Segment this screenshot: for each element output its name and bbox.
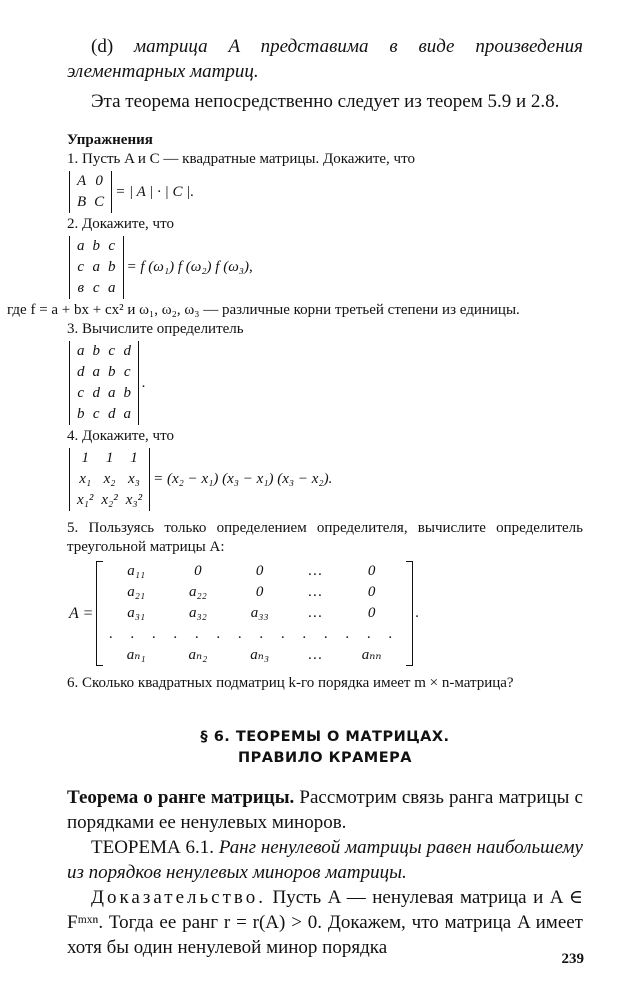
exercise-5-matrix-row — [105, 582, 403, 603]
exercise-2-matrix-cell: c — [108, 238, 116, 254]
exercise-4-matrix-cell: 1 — [130, 450, 138, 466]
exercise-2-matrix-cell: a — [77, 238, 85, 254]
exercise-5-formula — [69, 561, 583, 666]
section-title-line-1: § 6. ТЕОРЕМЫ О МАТРИЦАХ. — [200, 729, 450, 745]
exercise-3-text: 3. Вычислите определитель — [67, 321, 244, 337]
exercises-heading: Упражнения — [67, 132, 153, 148]
exercise-4-matrix-cell: x₁² — [77, 492, 94, 508]
exercise-5-matrix-cell: a₁₁ — [127, 563, 146, 579]
exercise-2-matrix-cell: в — [77, 280, 84, 296]
exercise-2-matrix — [73, 236, 120, 299]
exercise-2-matrix-cell: b — [108, 259, 116, 275]
theorem-item-d — [67, 34, 583, 84]
exercise-5-matrix-cell: a₃₂ — [188, 605, 207, 621]
exercise-4-matrix-cell: x₁ — [79, 471, 92, 487]
exercise-3-matrix-cell: b — [123, 385, 131, 401]
exercise-5-matrix-cell: aₙ₁ — [126, 647, 146, 663]
exercise-5-matrix-cell: a₃₃ — [250, 605, 269, 621]
exercise-3-matrix-cell: d — [123, 343, 131, 359]
exercise-5-matrix-cell: a₂₁ — [127, 584, 146, 600]
exercise-5-matrix-cell: … — [308, 563, 322, 579]
exercise-5-matrix-cell: … — [308, 605, 322, 621]
exercise-3-matrix-cell: d — [77, 364, 85, 380]
exercise-2-text: 2. Докажите, что — [67, 216, 174, 232]
exercise-5-matrix-row — [105, 561, 403, 582]
exercise-4-matrix-row — [73, 490, 146, 511]
exercise-1-matrix — [73, 171, 108, 213]
exercise-1-determinant — [69, 171, 112, 213]
exercise-3-matrix-cell: a — [123, 406, 131, 422]
exercise-2-matrix-row — [73, 236, 120, 257]
exercise-3-matrix-cell: a — [77, 343, 85, 359]
exercise-2-matrix-row — [73, 278, 120, 299]
exercise-1-formula — [69, 171, 583, 213]
exercise-4-matrix — [73, 448, 146, 511]
exercise-5-matrix — [105, 561, 403, 666]
item-d-label: (d) — [91, 36, 135, 57]
exercise-4-determinant — [69, 448, 150, 511]
exercise-1-text: 1. Пусть A и C — квадратные матрицы. Докажите, что — [67, 151, 415, 167]
exercise-5-matrix-cell: … — [308, 647, 322, 663]
exercise-3-matrix-cell: c — [108, 343, 116, 359]
exercise-3-matrix-cell: b — [77, 406, 85, 422]
exercise-5-matrix-cell: aₙ₂ — [188, 647, 208, 663]
exercise-5-matrix-cell: 0 — [194, 563, 202, 579]
exercise-4-matrix-cell: x₂² — [101, 492, 118, 508]
exercise-5-matrix-cell: a₂₂ — [188, 584, 207, 600]
exercise-3-matrix-row — [73, 404, 135, 425]
exercise-5-matrix-cell: … — [308, 584, 322, 600]
exercise-4-matrix-cell: x₃ — [128, 471, 140, 487]
exercise-5-matrix-cell: aₙₙ — [361, 647, 382, 663]
exercise-2-formula — [69, 236, 583, 299]
proof-text: Пусть A — ненулевая матрица и A ∈ Fᵐˣⁿ. Тогда ее ранг r = r(A) > 0. Докажем, что матрица A имеет хотя бы один ненулевой минор порядка — [67, 887, 583, 958]
exercise-2-matrix-cell: b — [92, 238, 100, 254]
exercise-5-matrix-cell: 0 — [255, 584, 264, 600]
exercise-5-matrix-row — [105, 624, 403, 645]
exercise-1-matrix-row — [73, 171, 108, 192]
section-heading — [67, 727, 583, 769]
exercise-3-matrix-cell: a — [108, 385, 116, 401]
exercise-3-matrix — [73, 341, 135, 425]
exercise-1-matrix-row — [73, 192, 108, 213]
exercise-3-matrix-row — [73, 341, 135, 362]
exercise-4-matrix-cell: 1 — [81, 450, 89, 466]
exercise-5-matrix-row — [105, 603, 403, 624]
exercise-2-matrix-cell: c — [77, 259, 85, 275]
exercise-3-rhs: . — [142, 374, 146, 391]
exercise-5-label: A = — [69, 604, 94, 622]
theorem-paragraph — [67, 835, 583, 885]
page-content — [7, 34, 583, 960]
exercise-3-determinant — [69, 341, 139, 425]
rank-text: Рассмотрим связь ранга матрицы с порядками ее ненулевых миноров. — [67, 787, 583, 833]
exercise-5-matrix-cell: 0 — [367, 563, 376, 579]
item-d-text: матрица A представима в виде произведения элементарных матриц. — [67, 36, 583, 82]
exercise-3-matrix-cell: b — [92, 343, 100, 359]
exercise-1-rhs: = | A | · | C |. — [115, 183, 195, 200]
proof-paragraph — [67, 885, 583, 960]
exercise-4-text: 4. Докажите, что — [67, 428, 174, 444]
exercise-5-matrix-cell: aₙ₃ — [250, 647, 270, 663]
exercise-5-matrix-cell: 0 — [255, 563, 264, 579]
exercise-4-matrix-row — [73, 469, 146, 490]
page-number: 239 — [561, 951, 584, 967]
exercise-2-rhs: = f (ω₁) f (ω₂) f (ω₃), — [126, 259, 253, 275]
exercise-2-matrix-cell: a — [92, 259, 100, 275]
exercise-1-matrix-cell: 0 — [95, 173, 103, 189]
exercise-1-matrix-cell: A — [77, 173, 87, 189]
rank-heading: Теорема о ранге матрицы. — [67, 787, 295, 808]
exercise-3-matrix-cell: b — [108, 364, 116, 380]
exercise-3-matrix-cell: c — [123, 364, 131, 380]
exercise-3-matrix-cell: c — [77, 385, 85, 401]
exercise-2-matrix-cell: c — [92, 280, 100, 296]
exercise-3-matrix-row — [73, 362, 135, 383]
exercise-4-formula — [69, 448, 583, 511]
theorem-text: Ранг ненулевой матрицы равен наибольшему из порядков ненулевых миноров матрицы. — [67, 837, 583, 883]
exercise-2-note: где f = a + bx + cx² и ω₁, ω₂, ω₃ — различные корни третьей степени из единицы. — [7, 302, 520, 318]
consequence-text: Эта теорема непосредственно следует из теорем 5.9 и 2.8. — [91, 91, 560, 112]
exercise-1-matrix-cell: C — [94, 194, 105, 210]
exercise-4-rhs: = (x₂ − x₁) (x₃ − x₁) (x₃ − x₂). — [153, 471, 333, 487]
exercise-3-formula — [69, 341, 583, 425]
exercise-5-rhs: . — [415, 605, 420, 621]
exercise-5-matrix-row — [105, 645, 403, 666]
rank-paragraph — [67, 785, 583, 835]
exercise-6-text: 6. Сколько квадратных подматриц k-го порядка имеет m × n-матрица? — [67, 675, 514, 691]
exercise-4-matrix-cell: x₃² — [125, 492, 143, 508]
proof-label: Доказательство. — [91, 887, 266, 908]
exercise-3-matrix-row — [73, 383, 135, 404]
exercise-3-matrix-cell: c — [92, 406, 100, 422]
exercise-4-matrix-cell: 1 — [105, 450, 114, 466]
exercise-4-matrix-row — [73, 448, 146, 469]
exercise-5-matrix-cell: . . . . . . . . . . . . . . — [109, 626, 400, 642]
exercise-5-matrix-cell: 0 — [367, 584, 376, 600]
exercise-3-matrix-cell: a — [92, 364, 100, 380]
exercise-5-text: 5. Пользуясь только определением определителя, вычислите определитель треугольной матрицы A: — [67, 520, 583, 555]
exercise-5-bracket-matrix — [96, 561, 412, 666]
exercise-5-matrix-cell: 0 — [367, 605, 376, 621]
exercise-3-matrix-cell: d — [92, 385, 100, 401]
exercise-4-matrix-cell: x₂ — [103, 471, 116, 487]
exercise-1-matrix-cell: B — [77, 194, 87, 210]
theorem-label: ТЕОРЕМА 6.1. — [91, 837, 219, 858]
exercise-5-matrix-cell: a₃₁ — [127, 605, 146, 621]
exercise-3-matrix-cell: d — [108, 406, 116, 422]
exercise-2-matrix-cell: a — [108, 280, 116, 296]
section-title-line-2: ПРАВИЛО КРАМЕРА — [238, 750, 412, 766]
exercise-2-matrix-row — [73, 257, 120, 278]
exercise-2-determinant — [69, 236, 124, 299]
